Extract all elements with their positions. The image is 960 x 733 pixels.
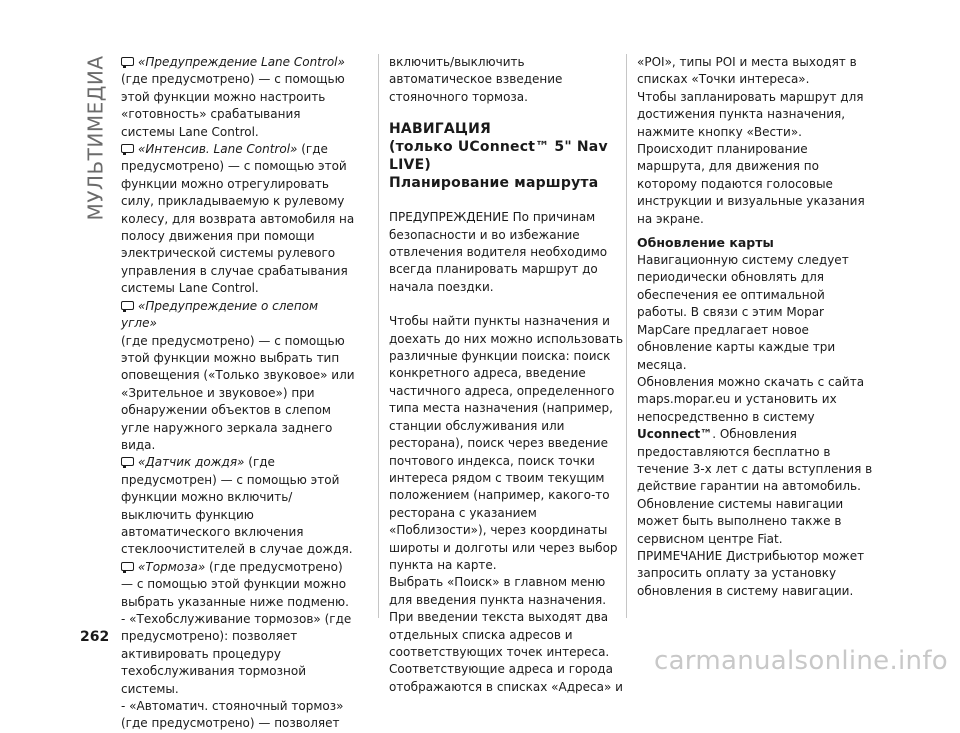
paragraph-search-functions: Чтобы найти пункты назначения и доехать до них можно использовать различные функции поиска: поиск конкретного адреса, введение частичного адреса, определенного типа места назначения (например, станции обслуживания или ресторана), поиск через введение почтового индекса, поиск точки интереса рядом с твоим текущим положением (например, какого-то ресторана с указанием «Поблизости»), через координаты широты и долготы или через выбор пункта на карте. — [389, 314, 624, 572]
text-uconnect: Uconnect™ — [637, 427, 713, 442]
text-download-c: . Обновления предоставляются бесплатно в течение 3-х лет с даты вступления в действие гарантии на автомобиль. — [637, 427, 873, 494]
paragraph-route-guidance: Происходит планирование маршрута, для движения по которому подаются голосовые инструкции и визуальные указания на экране. — [637, 142, 865, 226]
paragraph-text-input: При введении текста выходят два отдельных списка адресов и соответствующих точек интереса. — [389, 610, 610, 659]
page-number: 262 — [80, 629, 110, 645]
text-brakes: (где предусмотрено) — с помощью этой функции можно выбрать указанные ниже подменю. — [121, 559, 349, 609]
paragraph-blind-spot — [121, 298, 357, 455]
paragraph-service-center: Обновление системы навигации может быть выполнено также в сервисном центре Fiat. — [637, 496, 844, 546]
column-3 — [637, 54, 873, 600]
section-title — [76, 55, 116, 221]
text-lane-warning: (где предусмотрено) — с помощью этой функции можно настроить «готовность» срабатывания системы Lane Control. — [121, 72, 345, 139]
paragraph-parking-brake-cont: включить/выключить автоматическое взведение стояночного тормоза. — [389, 55, 563, 104]
paragraph-note: ПРИМЕЧАНИЕ Дистрибьютор может запросить оплату за установку обновления в систему навигации. — [637, 548, 865, 598]
paragraph-poi: «POI», типы POI и места выходят в списках «Точки интереса». — [637, 55, 857, 87]
screen-icon — [121, 457, 134, 466]
paragraph-rain-sensor — [121, 454, 357, 558]
text-rain-sensor: (где предусмотрен) — с помощью этой функции можно включить/выключить функцию автоматического включения стеклоочистителей в случае дождя. — [121, 455, 353, 557]
paragraph-parking-brake: - «Автоматич. стояночный тормоз» (где предусмотрено) — позволяет — [121, 699, 344, 731]
label-lane-intensity: «Интенсив. Lane Control» — [138, 142, 298, 157]
paragraph-addresses: Соответствующие адреса и города отображаются в списках «Адреса» и — [389, 662, 623, 694]
paragraph-download-updates — [637, 374, 873, 496]
column-divider-2 — [626, 54, 627, 618]
label-blind-spot: «Предупреждение о слепом угле» — [121, 298, 319, 331]
paragraph-brake-service: - «Техобслуживание тормозов» (где предусмотрено): позволяет активировать процедуру техобслуживания тормозной системы. — [121, 612, 352, 696]
column-2 — [389, 54, 625, 696]
column-1 — [121, 54, 357, 733]
heading-map-update: Обновление карты — [637, 235, 774, 251]
heading-route-planning: Планирование маршрута — [389, 175, 599, 192]
paragraph-brakes — [121, 559, 357, 611]
text-download-a: Обновления можно скачать с сайта maps.mopar.eu и установить их непосредственно в систему — [637, 374, 865, 424]
section-title-text: МУЛЬТИМЕДИА — [84, 55, 109, 221]
screen-icon — [121, 301, 134, 310]
paragraph-map-update: Навигационную систему следует периодически обновлять для обеспечения ее оптимальной работы. В связи с этим Mopar MapCare предлагает новое обновление карты каждые три месяца. — [637, 253, 849, 372]
paragraph-lane-warning — [121, 54, 357, 141]
heading-navigation-sub: (только UConnect™ 5" Nav LIVE) — [389, 139, 608, 174]
paragraph-select-search: Выбрать «Поиск» в главном меню для введения пункта назначения. — [389, 575, 607, 607]
text-blind-spot: (где предусмотрено) — с помощью этой функции можно выбрать тип оповещения («Только звуковое» или «Зрительное и звуковое») при обнаружении объектов в слепом угле наружного зеркала заднего вида. — [121, 333, 355, 452]
text-lane-intensity: (где предусмотрено) — с помощью этой функции можно отрегулировать силу, прикладываемую к рулевому колесу, для возврата автомобиля на полосу движения при помощи электрической системы рулевого управления в случае срабатывания системы Lane Control. — [121, 142, 355, 296]
watermark: carmanualsonline.info — [653, 646, 948, 676]
label-rain-sensor: «Датчик дождя» — [138, 455, 245, 470]
column-divider-1 — [378, 54, 379, 618]
heading-navigation: НАВИГАЦИЯ — [389, 121, 491, 138]
paragraph-warning: ПРЕДУПРЕЖДЕНИЕ По причинам безопасности и во избежание отвлечения водителя необходимо всегда планировать маршрут до начала поездки. — [389, 210, 608, 294]
label-lane-warning: «Предупреждение Lane Control» — [138, 55, 345, 69]
paragraph-plan-route: Чтобы запланировать маршрут для достижения пункта назначения, нажмите кнопку «Вести». — [637, 89, 864, 139]
screen-icon — [121, 144, 134, 153]
screen-icon — [121, 562, 134, 571]
paragraph-lane-intensity — [121, 141, 357, 298]
screen-icon — [121, 57, 134, 66]
label-brakes: «Тормоза» — [138, 559, 206, 574]
